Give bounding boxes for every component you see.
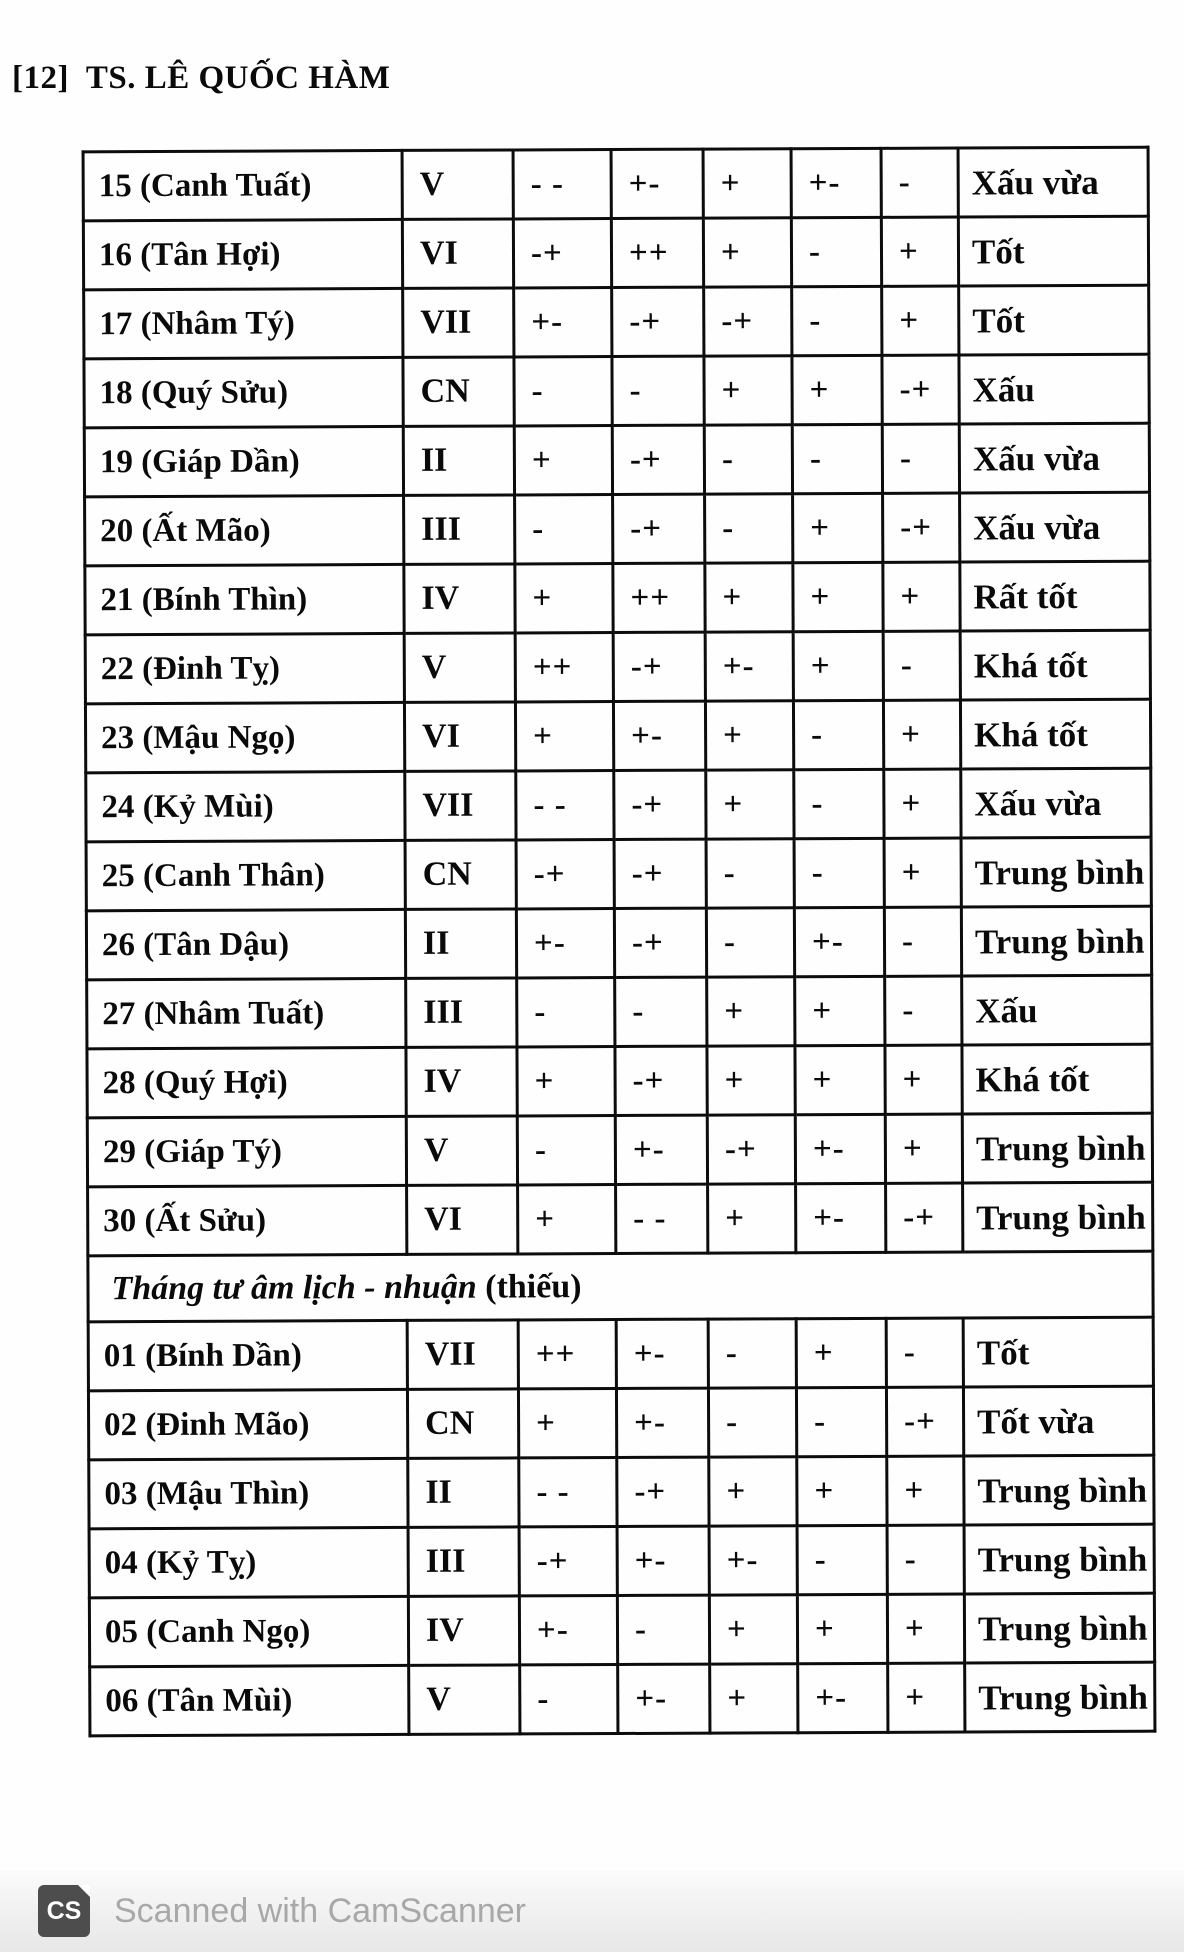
table-row	[83, 216, 1148, 290]
table-row	[87, 975, 1152, 1049]
section-header-row	[88, 1251, 1153, 1322]
table-row	[84, 354, 1149, 428]
day-cell: 27 (Nhâm Tuất)	[87, 978, 406, 1048]
mark-cell-5: -	[885, 976, 962, 1045]
mark-cell-5: +	[884, 769, 961, 838]
mark-cell-4: -	[797, 1525, 887, 1594]
mark-cell-4: -	[794, 769, 884, 838]
mark-cell-4: -	[796, 1387, 886, 1456]
mark-cell-5: +	[882, 286, 959, 355]
day-cell: 16 (Tân Hợi)	[83, 219, 402, 289]
mark-cell-4: +	[796, 1318, 886, 1387]
mark-cell-2: +-	[613, 701, 705, 770]
mark-cell-1: +	[518, 1389, 616, 1458]
mark-cell-3: -+	[704, 287, 792, 356]
weekday-cell: VI	[404, 702, 515, 771]
table-row	[89, 1593, 1154, 1667]
mark-cell-4: -	[792, 424, 882, 493]
mark-cell-1: -	[514, 357, 612, 426]
mark-cell-3: +	[709, 1595, 797, 1664]
weekday-cell: CN	[405, 840, 516, 909]
mark-cell-3: +	[710, 1664, 798, 1733]
mark-cell-5: -	[886, 1318, 963, 1387]
mark-cell-3: +	[703, 218, 791, 287]
day-cell: 17 (Nhâm Tý)	[84, 288, 403, 358]
mark-cell-2: -	[612, 356, 704, 425]
mark-cell-5: -	[883, 631, 960, 700]
table-row	[84, 423, 1149, 497]
day-cell: 02 (Đinh Mão)	[88, 1389, 407, 1459]
day-cell: 26 (Tân Dậu)	[86, 909, 405, 979]
mark-cell-3: +-	[705, 632, 793, 701]
mark-cell-4: +	[795, 976, 885, 1045]
table-row	[84, 285, 1149, 359]
weekday-cell: II	[408, 1458, 519, 1527]
rating-cell: Tốt	[959, 285, 1149, 355]
weekday-cell: VII	[407, 1320, 518, 1389]
mark-cell-1: - -	[519, 1458, 617, 1527]
mark-cell-5: -+	[883, 493, 960, 562]
mark-cell-4: -	[791, 217, 881, 286]
weekday-cell: VI	[407, 1185, 518, 1254]
table-row	[86, 906, 1151, 980]
mark-cell-4: +	[792, 355, 882, 424]
scan-watermark-text: Scanned with CamScanner	[114, 1891, 527, 1930]
mark-cell-3: -	[708, 1388, 796, 1457]
rating-cell: Xấu vừa	[958, 147, 1148, 217]
day-cell: 19 (Giáp Dần)	[84, 426, 403, 496]
rating-cell: Khá tốt	[960, 699, 1150, 769]
mark-cell-3: +	[705, 563, 793, 632]
mark-cell-4: +	[793, 493, 883, 562]
mark-cell-3: -	[706, 908, 794, 977]
rating-cell: Tốt	[963, 1317, 1153, 1387]
mark-cell-2: -+	[612, 287, 704, 356]
mark-cell-2: +-	[617, 1526, 709, 1595]
mark-cell-1: -+	[513, 219, 611, 288]
mark-cell-2: +-	[616, 1388, 708, 1457]
rating-cell: Khá tốt	[960, 630, 1150, 700]
mark-cell-2: - -	[616, 1184, 708, 1253]
mark-cell-1: +-	[514, 288, 612, 357]
mark-cell-3: +	[703, 149, 791, 218]
table-row	[85, 699, 1150, 773]
rating-cell: Trung bình	[963, 1182, 1153, 1252]
mark-cell-4: +	[793, 562, 883, 631]
table-row	[89, 1524, 1154, 1598]
mark-cell-4: +-	[794, 907, 884, 976]
weekday-cell: II	[403, 426, 514, 495]
rating-cell: Trung bình	[964, 1524, 1154, 1594]
rating-cell: Trung bình	[961, 837, 1151, 907]
mark-cell-1: - -	[513, 150, 611, 219]
weekday-cell: VII	[403, 288, 514, 357]
weekday-cell: IV	[406, 1047, 517, 1116]
day-cell: 29 (Giáp Tý)	[87, 1116, 406, 1186]
mark-cell-3: +	[709, 1457, 797, 1526]
mark-cell-4: +	[795, 1045, 885, 1114]
lunar-calendar-table	[82, 146, 1157, 1738]
day-cell: 06 (Tân Mùi)	[90, 1665, 409, 1735]
rating-cell: Khá tốt	[962, 1044, 1152, 1114]
mark-cell-2: +-	[611, 149, 703, 218]
table-row	[88, 1182, 1153, 1256]
day-cell: 25 (Canh Thân)	[86, 840, 405, 910]
weekday-cell: IV	[408, 1596, 519, 1665]
mark-cell-2: -+	[615, 1046, 707, 1115]
mark-cell-5: +	[881, 217, 958, 286]
table-row	[87, 1113, 1152, 1187]
table-row	[90, 1662, 1155, 1736]
mark-cell-4: +-	[796, 1183, 886, 1252]
rating-cell: Trung bình	[965, 1662, 1155, 1732]
mark-cell-2: +-	[616, 1319, 708, 1388]
mark-cell-1: -	[517, 1116, 615, 1185]
weekday-cell: III	[406, 978, 517, 1047]
mark-cell-2: -+	[613, 494, 705, 563]
page-title: [12] TS. LÊ QUỐC HÀM	[12, 60, 391, 96]
camscanner-logo-icon: CS	[38, 1885, 90, 1937]
table-row	[85, 561, 1150, 635]
weekday-cell: V	[406, 1116, 517, 1185]
table-row	[86, 768, 1151, 842]
rating-cell: Tốt vừa	[963, 1386, 1153, 1456]
mark-cell-5: -	[887, 1525, 964, 1594]
table-row	[85, 630, 1150, 704]
weekday-cell: V	[409, 1665, 520, 1734]
weekday-cell: VII	[405, 771, 516, 840]
mark-cell-1: +	[517, 1047, 615, 1116]
mark-cell-1: -	[520, 1665, 618, 1734]
mark-cell-4: -	[794, 838, 884, 907]
mark-cell-1: +	[515, 564, 613, 633]
mark-cell-3: -	[705, 494, 793, 563]
mark-cell-2: -+	[617, 1457, 709, 1526]
rating-cell: Xấu vừa	[960, 492, 1150, 562]
rating-cell: Xấu	[959, 354, 1149, 424]
mark-cell-1: +-	[516, 909, 614, 978]
mark-cell-4: +	[797, 1456, 887, 1525]
table-row	[87, 1044, 1152, 1118]
day-cell: 01 (Bính Dần)	[88, 1320, 407, 1390]
table-row	[83, 147, 1148, 221]
mark-cell-2: -+	[614, 770, 706, 839]
mark-cell-2: -	[615, 977, 707, 1046]
mark-cell-3: +	[708, 1184, 796, 1253]
rating-cell: Trung bình	[964, 1593, 1154, 1663]
mark-cell-3: +	[707, 1046, 795, 1115]
weekday-cell: III	[404, 495, 515, 564]
section-title: Tháng tư âm lịch - nhuận (thiếu)	[88, 1251, 1153, 1322]
mark-cell-3: +-	[709, 1526, 797, 1595]
mark-cell-2: -+	[612, 425, 704, 494]
day-cell: 24 (Kỷ Mùi)	[86, 771, 405, 841]
day-cell: 20 (Ất Mão)	[85, 495, 404, 565]
day-cell: 04 (Kỷ Tỵ)	[89, 1527, 408, 1597]
mark-cell-1: ++	[518, 1320, 616, 1389]
mark-cell-5: +	[888, 1663, 965, 1732]
mark-cell-5: +	[883, 562, 960, 631]
mark-cell-2: -+	[613, 632, 705, 701]
mark-cell-4: -	[793, 700, 883, 769]
mark-cell-3: +	[707, 977, 795, 1046]
mark-cell-5: +	[885, 1114, 962, 1183]
table-row	[89, 1455, 1154, 1529]
mark-cell-4: +-	[795, 1114, 885, 1183]
mark-cell-1: -	[517, 978, 615, 1047]
camscanner-watermark-bar	[0, 1870, 1184, 1952]
mark-cell-2: -+	[614, 839, 706, 908]
mark-cell-3: +	[706, 770, 794, 839]
rating-cell: Tốt	[958, 216, 1148, 286]
mark-cell-5: +	[887, 1456, 964, 1525]
mark-cell-2: -	[617, 1595, 709, 1664]
mark-cell-5: +	[883, 700, 960, 769]
mark-cell-1: - -	[516, 771, 614, 840]
mark-cell-2: -+	[614, 908, 706, 977]
weekday-cell: V	[402, 150, 513, 219]
day-cell: 05 (Canh Ngọ)	[89, 1596, 408, 1666]
day-cell: 22 (Đinh Tỵ)	[85, 633, 404, 703]
day-cell: 23 (Mậu Ngọ)	[85, 702, 404, 772]
mark-cell-5: -+	[886, 1183, 963, 1252]
mark-cell-4: +-	[798, 1663, 888, 1732]
mark-cell-5: +	[887, 1594, 964, 1663]
mark-cell-1: -+	[519, 1527, 617, 1596]
day-cell: 15 (Canh Tuất)	[83, 150, 402, 220]
mark-cell-1: +	[514, 426, 612, 495]
mark-cell-5: -	[881, 148, 958, 217]
mark-cell-1: -+	[516, 840, 614, 909]
rating-cell: Rất tốt	[960, 561, 1150, 631]
day-cell: 03 (Mậu Thìn)	[89, 1458, 408, 1528]
mark-cell-5: -+	[886, 1387, 963, 1456]
mark-cell-3: -+	[707, 1115, 795, 1184]
mark-cell-5: -	[882, 424, 959, 493]
mark-cell-3: -	[706, 839, 794, 908]
mark-cell-5: -	[884, 907, 961, 976]
mark-cell-5: +	[884, 838, 961, 907]
weekday-cell: IV	[404, 564, 515, 633]
rating-cell: Xấu vừa	[959, 423, 1149, 493]
mark-cell-1: -	[515, 495, 613, 564]
weekday-cell: V	[404, 633, 515, 702]
table-row	[85, 492, 1150, 566]
mark-cell-3: +	[704, 356, 792, 425]
mark-cell-5: -+	[882, 355, 959, 424]
weekday-cell: VI	[402, 219, 513, 288]
mark-cell-1: ++	[515, 633, 613, 702]
mark-cell-2: +-	[615, 1115, 707, 1184]
mark-cell-2: ++	[611, 218, 703, 287]
weekday-cell: CN	[407, 1389, 518, 1458]
table-row	[86, 837, 1151, 911]
mark-cell-1: +	[515, 702, 613, 771]
mark-cell-3: -	[704, 425, 792, 494]
mark-cell-4: +	[793, 631, 883, 700]
rating-cell: Trung bình	[961, 906, 1151, 976]
weekday-cell: II	[405, 909, 516, 978]
mark-cell-5: +	[885, 1045, 962, 1114]
rating-cell: Xấu vừa	[961, 768, 1151, 838]
mark-cell-2: +-	[618, 1664, 710, 1733]
weekday-cell: CN	[403, 357, 514, 426]
rating-cell: Xấu	[962, 975, 1152, 1045]
mark-cell-4: +-	[791, 148, 881, 217]
mark-cell-2: ++	[613, 563, 705, 632]
rating-cell: Trung bình	[964, 1455, 1154, 1525]
mark-cell-1: +-	[519, 1596, 617, 1665]
day-cell: 30 (Ất Sửu)	[88, 1185, 407, 1255]
day-cell: 28 (Quý Hợi)	[87, 1047, 406, 1117]
table-row	[88, 1386, 1153, 1460]
lunar-table-body	[83, 147, 1155, 1736]
mark-cell-3: +	[705, 701, 793, 770]
mark-cell-4: +	[797, 1594, 887, 1663]
mark-cell-4: -	[792, 286, 882, 355]
weekday-cell: III	[408, 1527, 519, 1596]
mark-cell-1: +	[518, 1185, 616, 1254]
table-row	[88, 1317, 1153, 1391]
day-cell: 21 (Bính Thìn)	[85, 564, 404, 634]
rating-cell: Trung bình	[962, 1113, 1152, 1183]
mark-cell-3: -	[708, 1319, 796, 1388]
day-cell: 18 (Quý Sửu)	[84, 357, 403, 427]
